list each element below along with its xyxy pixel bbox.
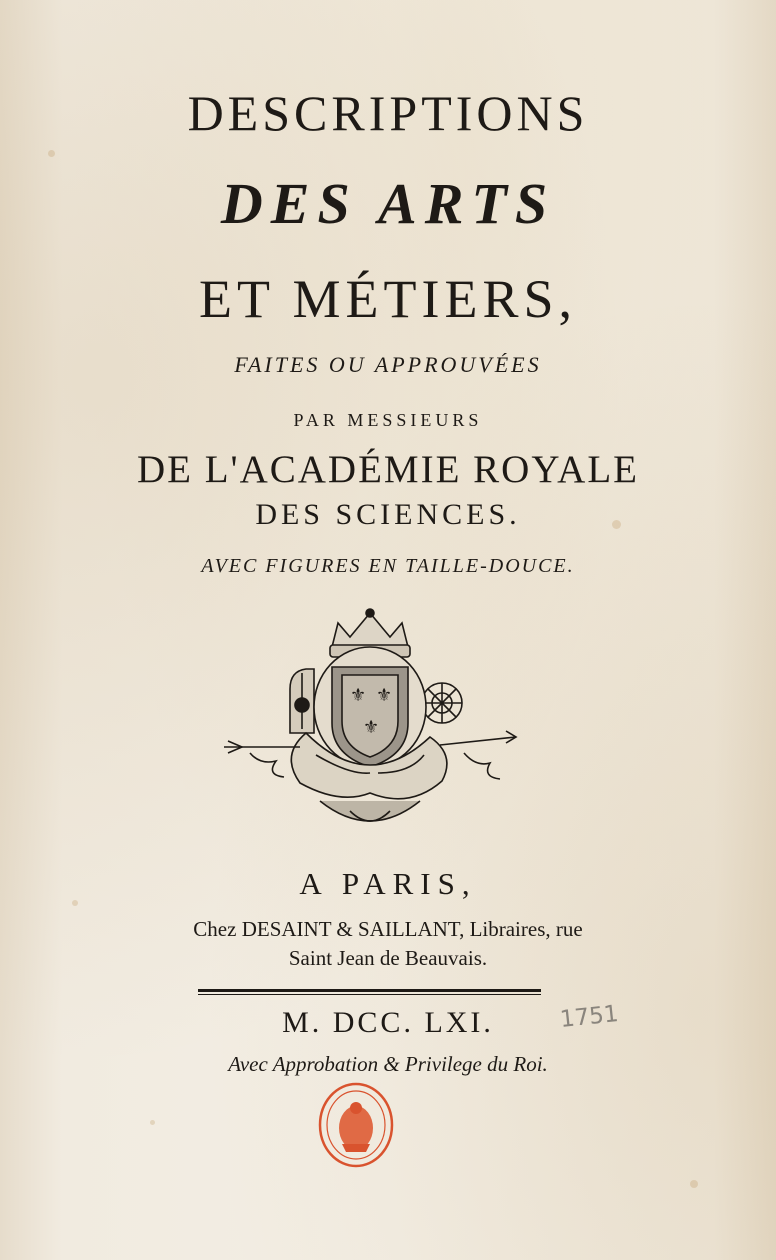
svg-text:⚜: ⚜ [376, 685, 393, 706]
subtitle-faites-ou-approuvees: FAITES OU APPROUVÉES [234, 352, 542, 377]
foxing-spot [48, 150, 55, 157]
subtitle-avec-figures: AVEC FIGURES EN TAILLE-DOUCE. [201, 555, 575, 577]
double-rule [198, 989, 541, 992]
imprint-year: M. DCC. LXI. [282, 1006, 494, 1039]
foxing-spot [690, 1180, 698, 1188]
imprint-city: A PARIS, [299, 866, 477, 901]
subtitle-des-sciences: DES SCIENCES. [255, 498, 521, 531]
svg-text:⚜: ⚜ [350, 685, 367, 706]
foxing-spot [150, 1120, 155, 1125]
library-stamp [318, 1082, 394, 1168]
subtitle-par-messieurs: PAR MESSIEURS [293, 410, 483, 430]
title-descriptions: DESCRIPTIONS [187, 85, 589, 141]
double-rule-thin [198, 994, 541, 995]
imprint-privilege: Avec Approbation & Privilege du Roi. [228, 1052, 548, 1076]
title-et-metiers: ET MÉTIERS, [199, 269, 577, 329]
subtitle-academie-royale: DE L'ACADÉMIE ROYALE [137, 448, 639, 491]
title-des-arts: DES ARTS [220, 171, 556, 236]
svg-text:⚜: ⚜ [363, 717, 380, 738]
royal-arms-engraving [220, 605, 520, 850]
imprint-publisher: Chez DESAINT & SAILLANT, Libraires, rue [193, 917, 583, 941]
pencil-annotation: 1751 [558, 1001, 620, 1033]
imprint-address: Saint Jean de Beauvais. [288, 946, 488, 970]
